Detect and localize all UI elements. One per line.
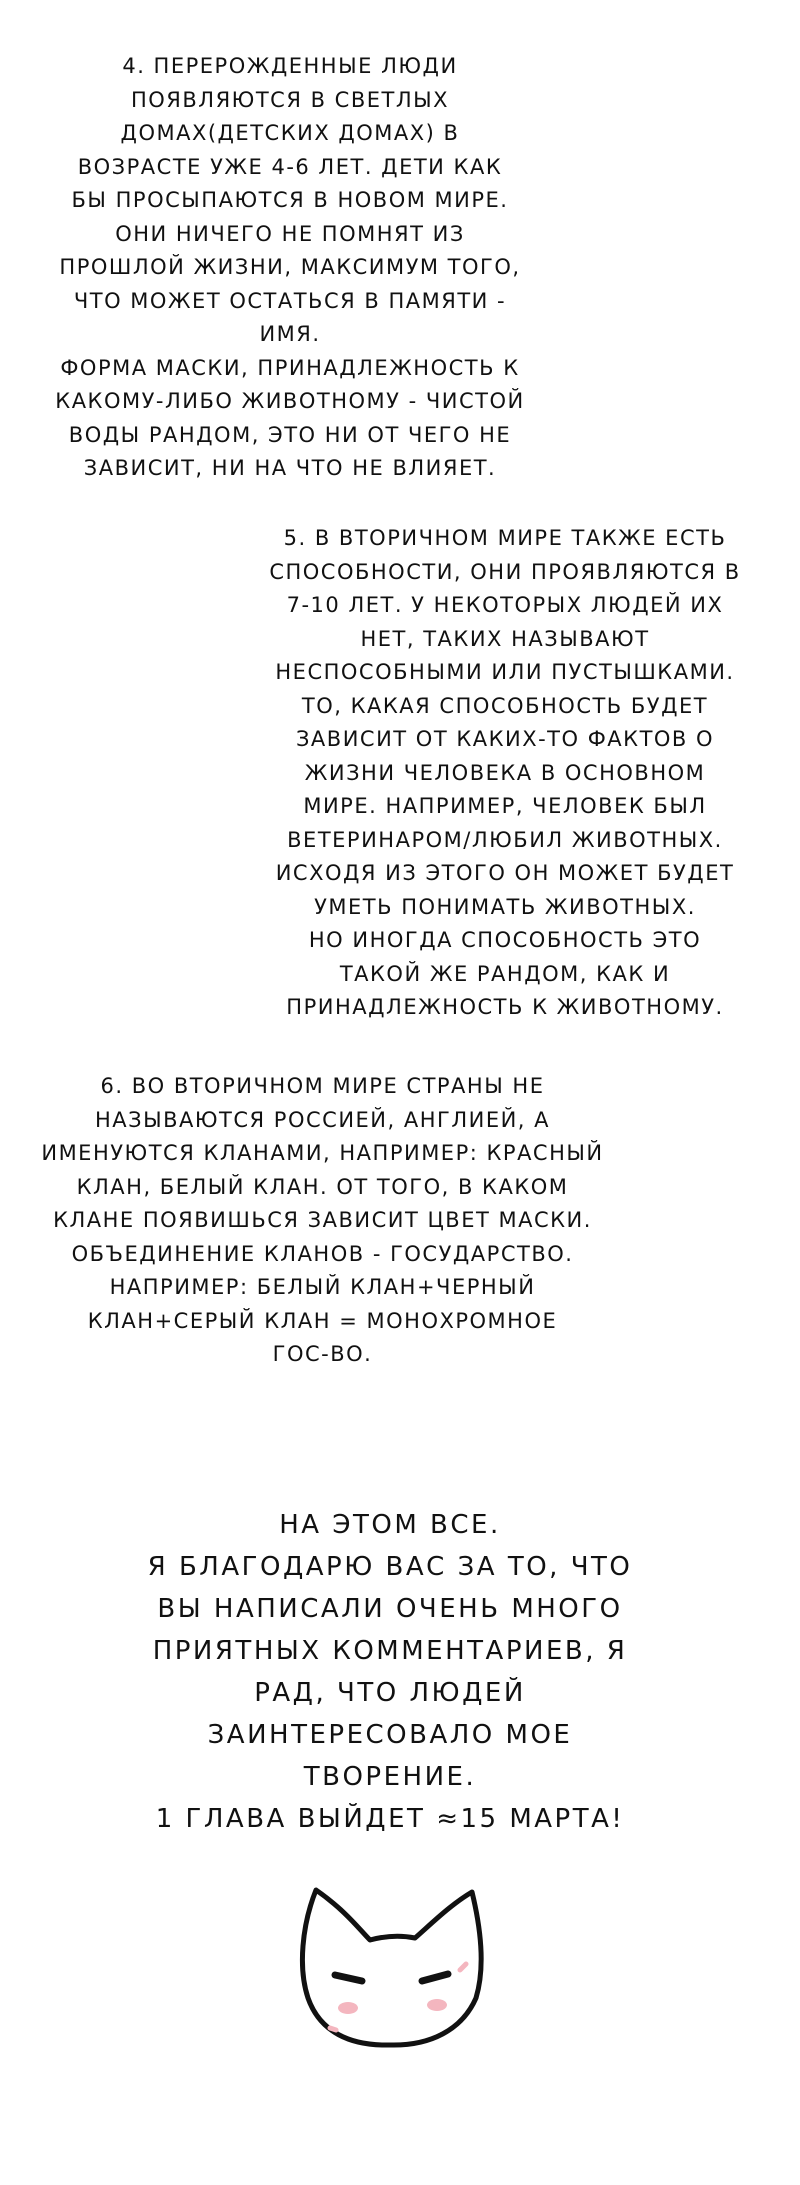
text-line: ТО, КАКАЯ СПОСОБНОСТЬ БУДЕТ <box>301 693 709 718</box>
text-line: ЗАВИСИТ ОТ КАКИХ-ТО ФАКТОВ О <box>295 727 715 751</box>
text-line: СПОСОБНОСТИ, ОНИ ПРОЯВЛЯЮТСЯ В <box>269 559 741 584</box>
cat-face-icon <box>290 1880 490 2050</box>
text-line: ИМЯ. <box>259 322 321 346</box>
text-line: КАКОМУ-ЛИБО ЖИВОТНОМУ - ЧИСТОЙ <box>55 389 525 413</box>
text-line: НАЗЫВАЮТСЯ РОССИЕЙ, АНГЛИЕЙ, А <box>94 1107 551 1132</box>
text-line: КЛАН+СЕРЫЙ КЛАН = МОНОХРОМНОЕ <box>87 1308 558 1333</box>
section-5-text <box>255 522 755 1025</box>
text-line: ВОДЫ РАНДОМ, ЭТО НИ ОТ ЧЕГО НЕ <box>68 422 512 447</box>
text-line: НЕСПОСОБНЫМИ ИЛИ ПУСТЫШКАМИ. <box>275 660 735 684</box>
text-line: ВЕТЕРИНАРОМ/ЛЮБИЛ ЖИВОТНЫХ. <box>287 827 723 852</box>
text-line: ТАКОЙ ЖЕ РАНДОМ, КАК И <box>339 961 671 986</box>
text-line: 5. В ВТОРИЧНОМ МИРЕ ТАКЖЕ ЕСТЬ <box>283 526 727 550</box>
text-line: УМЕТЬ ПОНИМАТЬ ЖИВОТНЫХ. <box>314 894 696 919</box>
text-line: ЧТО МОЖЕТ ОСТАТЬСЯ В ПАМЯТИ - <box>73 288 507 313</box>
text-line: ГОС-ВО. <box>272 1342 373 1366</box>
text-line: ФОРМА МАСКИ, ПРИНАДЛЕЖНОСТЬ К <box>60 355 520 380</box>
section-4-text <box>45 50 535 486</box>
text-line: ПРИНАДЛЕЖНОСТЬ К ЖИВОТНОМУ. <box>286 995 724 1019</box>
section-6-text <box>40 1070 605 1372</box>
text-line: ПРОШЛОЙ ЖИЗНИ, МАКСИМУМ ТОГО, <box>59 255 521 279</box>
text-line: МИРЕ. НАПРИМЕР, ЧЕЛОВЕК БЫЛ <box>303 794 707 818</box>
text-line: ИМЕНУЮТСЯ КЛАНАМИ, НАПРИМЕР: КРАСНЫЙ <box>41 1141 604 1165</box>
text-line: ВЫ НАПИСАЛИ ОЧЕНЬ МНОГО <box>157 1594 623 1624</box>
text-line: ЗАИНТЕРЕСОВАЛО МОЕ <box>207 1720 573 1750</box>
text-line: ДОМАХ(ДЕТСКИХ ДОМАХ) В <box>120 121 460 145</box>
text-line: НАПРИМЕР: БЕЛЫЙ КЛАН+ЧЕРНЫЙ <box>109 1275 536 1299</box>
text-line: ЖИЗНИ ЧЕЛОВЕКА В ОСНОВНОМ <box>304 760 706 785</box>
text-line: ЗАВИСИТ, НИ НА ЧТО НЕ ВЛИЯЕТ. <box>83 456 497 480</box>
text-line: 4. ПЕРЕРОЖДЕННЫЕ ЛЮДИ <box>122 54 458 78</box>
text-line: ТВОРЕНИЕ. <box>303 1762 477 1792</box>
text-line: ИСХОДЯ ИЗ ЭТОГО ОН МОЖЕТ БУДЕТ <box>275 861 735 885</box>
text-line: ВОЗРАСТЕ УЖЕ 4-6 ЛЕТ. ДЕТИ КАК <box>77 154 503 179</box>
text-line: БЫ ПРОСЫПАЮТСЯ В НОВОМ МИРЕ. <box>71 188 509 212</box>
text-line: НЕТ, ТАКИХ НАЗЫВАЮТ <box>360 626 650 651</box>
text-line: КЛАНЕ ПОЯВИШЬСЯ ЗАВИСИТ ЦВЕТ МАСКИ. <box>53 1208 592 1232</box>
text-line: КЛАН, БЕЛЫЙ КЛАН. ОТ ТОГО, В КАКОМ <box>76 1174 569 1199</box>
outro-text <box>120 1504 660 1840</box>
text-line: 1 ГЛАВА ВЫЙДЕТ ≈15 МАРТА! <box>155 1804 625 1834</box>
text-line: ПРИЯТНЫХ КОММЕНТАРИЕВ, Я <box>152 1636 628 1666</box>
text-line: Я БЛАГОДАРЮ ВАС ЗА ТО, ЧТО <box>147 1552 633 1582</box>
text-line: 6. ВО ВТОРИЧНОМ МИРЕ СТРАНЫ НЕ <box>100 1074 545 1098</box>
text-line: ПОЯВЛЯЮТСЯ В СВЕТЛЫХ <box>130 87 450 112</box>
text-line: РАД, ЧТО ЛЮДЕЙ <box>254 1678 526 1708</box>
text-line: НО ИНОГДА СПОСОБНОСТЬ ЭТО <box>308 928 702 952</box>
text-line: 7-10 ЛЕТ. У НЕКОТОРЫХ ЛЮДЕЙ ИХ <box>286 593 724 617</box>
text-line: ОБЪЕДИНЕНИЕ КЛАНОВ - ГОСУДАРСТВО. <box>71 1241 574 1266</box>
text-line: НА ЭТОМ ВСЕ. <box>279 1510 501 1540</box>
text-line: ОНИ НИЧЕГО НЕ ПОМНЯТ ИЗ <box>115 221 465 246</box>
